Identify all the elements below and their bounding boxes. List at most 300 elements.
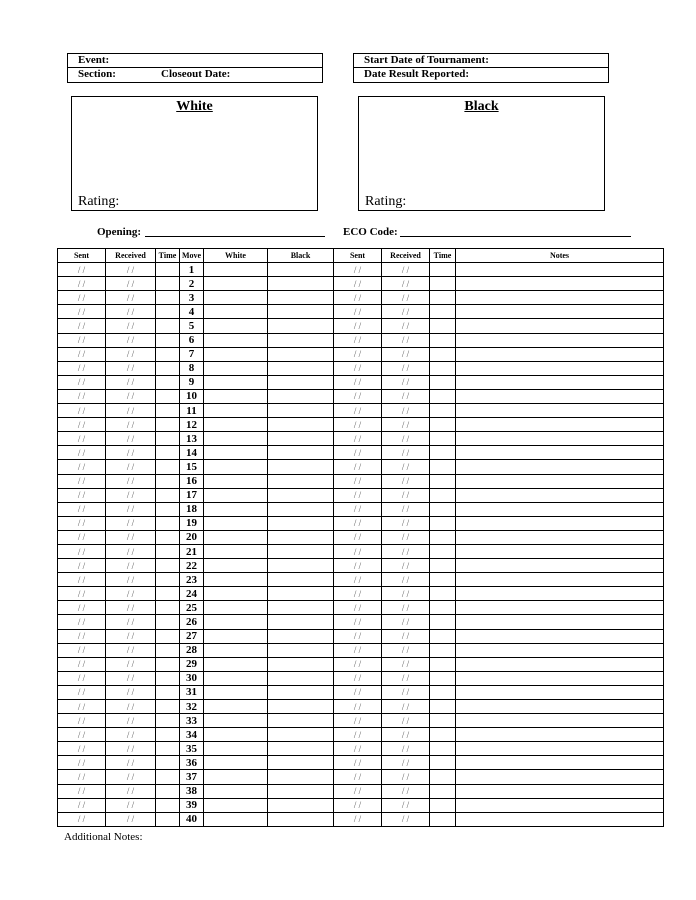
notes-cell[interactable] [456, 770, 664, 784]
received-date-cell[interactable]: / / [382, 657, 430, 671]
time-cell[interactable] [156, 615, 180, 629]
eco-code-line[interactable] [400, 236, 631, 237]
received-date-cell[interactable]: / / [382, 333, 430, 347]
received-date-cell[interactable]: / / [106, 685, 156, 699]
sent-date-cell[interactable]: / / [334, 812, 382, 826]
sent-date-cell[interactable]: / / [334, 263, 382, 277]
white-move-cell[interactable] [204, 629, 268, 643]
received-date-cell[interactable]: / / [106, 770, 156, 784]
received-date-cell[interactable]: / / [106, 460, 156, 474]
black-move-cell[interactable] [268, 516, 334, 530]
sent-date-cell[interactable]: / / [58, 263, 106, 277]
time-cell[interactable] [156, 714, 180, 728]
time-cell[interactable] [156, 347, 180, 361]
received-date-cell[interactable]: / / [382, 812, 430, 826]
received-date-cell[interactable]: / / [382, 404, 430, 418]
sent-date-cell[interactable]: / / [334, 404, 382, 418]
notes-cell[interactable] [456, 361, 664, 375]
received-date-cell[interactable]: / / [106, 742, 156, 756]
sent-date-cell[interactable]: / / [334, 657, 382, 671]
time-cell[interactable] [156, 671, 180, 685]
received-date-cell[interactable]: / / [382, 460, 430, 474]
notes-cell[interactable] [456, 601, 664, 615]
received-date-cell[interactable]: / / [382, 291, 430, 305]
sent-date-cell[interactable]: / / [334, 460, 382, 474]
sent-date-cell[interactable]: / / [58, 305, 106, 319]
sent-date-cell[interactable]: / / [58, 432, 106, 446]
sent-date-cell[interactable]: / / [334, 361, 382, 375]
sent-date-cell[interactable]: / / [334, 573, 382, 587]
received-date-cell[interactable]: / / [382, 728, 430, 742]
sent-date-cell[interactable]: / / [58, 404, 106, 418]
received-date-cell[interactable]: / / [382, 798, 430, 812]
time-cell[interactable] [156, 319, 180, 333]
time-cell[interactable] [156, 277, 180, 291]
sent-date-cell[interactable]: / / [58, 319, 106, 333]
received-date-cell[interactable]: / / [382, 263, 430, 277]
sent-date-cell[interactable]: / / [334, 474, 382, 488]
received-date-cell[interactable]: / / [106, 446, 156, 460]
white-move-cell[interactable] [204, 601, 268, 615]
time-cell[interactable] [430, 742, 456, 756]
black-move-cell[interactable] [268, 446, 334, 460]
white-move-cell[interactable] [204, 418, 268, 432]
sent-date-cell[interactable]: / / [334, 375, 382, 389]
sent-date-cell[interactable]: / / [334, 615, 382, 629]
received-date-cell[interactable]: / / [382, 559, 430, 573]
time-cell[interactable] [430, 446, 456, 460]
white-move-cell[interactable] [204, 474, 268, 488]
time-cell[interactable] [156, 291, 180, 305]
black-move-cell[interactable] [268, 671, 334, 685]
time-cell[interactable] [156, 530, 180, 544]
sent-date-cell[interactable]: / / [58, 671, 106, 685]
received-date-cell[interactable]: / / [382, 432, 430, 446]
sent-date-cell[interactable]: / / [334, 319, 382, 333]
reported-date-row[interactable] [354, 67, 608, 81]
received-date-cell[interactable]: / / [382, 629, 430, 643]
white-move-cell[interactable] [204, 263, 268, 277]
time-cell[interactable] [430, 770, 456, 784]
notes-cell[interactable] [456, 389, 664, 403]
white-move-cell[interactable] [204, 742, 268, 756]
black-move-cell[interactable] [268, 601, 334, 615]
sent-date-cell[interactable]: / / [334, 305, 382, 319]
black-move-cell[interactable] [268, 474, 334, 488]
time-cell[interactable] [156, 404, 180, 418]
notes-cell[interactable] [456, 263, 664, 277]
white-move-cell[interactable] [204, 347, 268, 361]
time-cell[interactable] [156, 474, 180, 488]
white-move-cell[interactable] [204, 333, 268, 347]
received-date-cell[interactable]: / / [106, 530, 156, 544]
black-move-cell[interactable] [268, 770, 334, 784]
sent-date-cell[interactable]: / / [334, 277, 382, 291]
black-move-cell[interactable] [268, 643, 334, 657]
notes-cell[interactable] [456, 347, 664, 361]
white-move-cell[interactable] [204, 700, 268, 714]
time-cell[interactable] [430, 488, 456, 502]
black-move-cell[interactable] [268, 756, 334, 770]
time-cell[interactable] [430, 671, 456, 685]
notes-cell[interactable] [456, 305, 664, 319]
sent-date-cell[interactable]: / / [58, 756, 106, 770]
black-move-cell[interactable] [268, 798, 334, 812]
white-move-cell[interactable] [204, 671, 268, 685]
notes-cell[interactable] [456, 474, 664, 488]
black-move-cell[interactable] [268, 559, 334, 573]
received-date-cell[interactable]: / / [382, 516, 430, 530]
notes-cell[interactable] [456, 502, 664, 516]
received-date-cell[interactable]: / / [382, 347, 430, 361]
black-move-cell[interactable] [268, 263, 334, 277]
white-move-cell[interactable] [204, 798, 268, 812]
white-move-cell[interactable] [204, 446, 268, 460]
sent-date-cell[interactable]: / / [334, 347, 382, 361]
notes-cell[interactable] [456, 784, 664, 798]
time-cell[interactable] [156, 375, 180, 389]
received-date-cell[interactable]: / / [106, 263, 156, 277]
time-cell[interactable] [430, 587, 456, 601]
sent-date-cell[interactable]: / / [58, 629, 106, 643]
time-cell[interactable] [430, 714, 456, 728]
sent-date-cell[interactable]: / / [334, 559, 382, 573]
time-cell[interactable] [156, 488, 180, 502]
sent-date-cell[interactable]: / / [58, 333, 106, 347]
notes-cell[interactable] [456, 700, 664, 714]
sent-date-cell[interactable]: / / [58, 587, 106, 601]
time-cell[interactable] [430, 812, 456, 826]
received-date-cell[interactable]: / / [106, 432, 156, 446]
white-move-cell[interactable] [204, 714, 268, 728]
time-cell[interactable] [430, 798, 456, 812]
black-move-cell[interactable] [268, 615, 334, 629]
received-date-cell[interactable]: / / [106, 728, 156, 742]
sent-date-cell[interactable]: / / [58, 347, 106, 361]
time-cell[interactable] [156, 685, 180, 699]
sent-date-cell[interactable]: / / [334, 714, 382, 728]
sent-date-cell[interactable]: / / [58, 728, 106, 742]
black-move-cell[interactable] [268, 291, 334, 305]
black-move-cell[interactable] [268, 460, 334, 474]
received-date-cell[interactable]: / / [106, 657, 156, 671]
sent-date-cell[interactable]: / / [58, 770, 106, 784]
time-cell[interactable] [430, 629, 456, 643]
time-cell[interactable] [430, 601, 456, 615]
received-date-cell[interactable]: / / [106, 544, 156, 558]
received-date-cell[interactable]: / / [382, 671, 430, 685]
sent-date-cell[interactable]: / / [58, 573, 106, 587]
received-date-cell[interactable]: / / [106, 305, 156, 319]
received-date-cell[interactable]: / / [382, 488, 430, 502]
sent-date-cell[interactable]: / / [334, 291, 382, 305]
time-cell[interactable] [430, 333, 456, 347]
white-move-cell[interactable] [204, 573, 268, 587]
sent-date-cell[interactable]: / / [58, 418, 106, 432]
time-cell[interactable] [156, 770, 180, 784]
time-cell[interactable] [156, 643, 180, 657]
time-cell[interactable] [430, 756, 456, 770]
received-date-cell[interactable]: / / [382, 756, 430, 770]
notes-cell[interactable] [456, 404, 664, 418]
received-date-cell[interactable]: / / [106, 559, 156, 573]
time-cell[interactable] [156, 573, 180, 587]
notes-cell[interactable] [456, 657, 664, 671]
received-date-cell[interactable]: / / [106, 587, 156, 601]
time-cell[interactable] [430, 700, 456, 714]
black-move-cell[interactable] [268, 812, 334, 826]
notes-cell[interactable] [456, 319, 664, 333]
sent-date-cell[interactable]: / / [58, 502, 106, 516]
black-move-cell[interactable] [268, 389, 334, 403]
notes-cell[interactable] [456, 685, 664, 699]
white-move-cell[interactable] [204, 291, 268, 305]
time-cell[interactable] [156, 700, 180, 714]
white-move-cell[interactable] [204, 460, 268, 474]
received-date-cell[interactable]: / / [106, 643, 156, 657]
received-date-cell[interactable]: / / [106, 291, 156, 305]
black-move-cell[interactable] [268, 700, 334, 714]
white-move-cell[interactable] [204, 502, 268, 516]
sent-date-cell[interactable]: / / [58, 685, 106, 699]
time-cell[interactable] [430, 657, 456, 671]
time-cell[interactable] [156, 587, 180, 601]
received-date-cell[interactable]: / / [382, 277, 430, 291]
black-move-cell[interactable] [268, 629, 334, 643]
notes-cell[interactable] [456, 798, 664, 812]
sent-date-cell[interactable]: / / [58, 657, 106, 671]
notes-cell[interactable] [456, 277, 664, 291]
received-date-cell[interactable]: / / [106, 347, 156, 361]
notes-cell[interactable] [456, 432, 664, 446]
white-move-cell[interactable] [204, 530, 268, 544]
received-date-cell[interactable]: / / [382, 502, 430, 516]
received-date-cell[interactable]: / / [106, 784, 156, 798]
time-cell[interactable] [156, 812, 180, 826]
sent-date-cell[interactable]: / / [58, 277, 106, 291]
received-date-cell[interactable]: / / [382, 530, 430, 544]
sent-date-cell[interactable]: / / [334, 784, 382, 798]
notes-cell[interactable] [456, 333, 664, 347]
sent-date-cell[interactable]: / / [58, 742, 106, 756]
time-cell[interactable] [430, 573, 456, 587]
black-player-box[interactable] [358, 96, 605, 211]
time-cell[interactable] [156, 742, 180, 756]
time-cell[interactable] [156, 798, 180, 812]
notes-cell[interactable] [456, 756, 664, 770]
received-date-cell[interactable]: / / [106, 812, 156, 826]
sent-date-cell[interactable]: / / [334, 389, 382, 403]
black-move-cell[interactable] [268, 502, 334, 516]
received-date-cell[interactable]: / / [382, 643, 430, 657]
received-date-cell[interactable]: / / [106, 389, 156, 403]
sent-date-cell[interactable]: / / [58, 544, 106, 558]
black-move-cell[interactable] [268, 488, 334, 502]
sent-date-cell[interactable]: / / [334, 488, 382, 502]
sent-date-cell[interactable]: / / [58, 460, 106, 474]
sent-date-cell[interactable]: / / [58, 812, 106, 826]
white-move-cell[interactable] [204, 587, 268, 601]
time-cell[interactable] [156, 432, 180, 446]
received-date-cell[interactable]: / / [106, 714, 156, 728]
received-date-cell[interactable]: / / [106, 756, 156, 770]
time-cell[interactable] [156, 544, 180, 558]
black-move-cell[interactable] [268, 544, 334, 558]
received-date-cell[interactable]: / / [382, 305, 430, 319]
sent-date-cell[interactable]: / / [58, 615, 106, 629]
sent-date-cell[interactable]: / / [58, 643, 106, 657]
time-cell[interactable] [156, 263, 180, 277]
start-date-row[interactable] [354, 54, 608, 67]
time-cell[interactable] [430, 784, 456, 798]
time-cell[interactable] [430, 544, 456, 558]
time-cell[interactable] [430, 291, 456, 305]
sent-date-cell[interactable]: / / [58, 291, 106, 305]
sent-date-cell[interactable]: / / [58, 700, 106, 714]
received-date-cell[interactable]: / / [106, 502, 156, 516]
time-cell[interactable] [430, 418, 456, 432]
black-move-cell[interactable] [268, 333, 334, 347]
sent-date-cell[interactable]: / / [334, 770, 382, 784]
time-cell[interactable] [156, 728, 180, 742]
sent-date-cell[interactable]: / / [58, 798, 106, 812]
white-move-cell[interactable] [204, 685, 268, 699]
time-cell[interactable] [430, 502, 456, 516]
white-move-cell[interactable] [204, 770, 268, 784]
notes-cell[interactable] [456, 714, 664, 728]
time-cell[interactable] [156, 460, 180, 474]
time-cell[interactable] [156, 657, 180, 671]
white-player-box[interactable] [71, 96, 318, 211]
time-cell[interactable] [430, 404, 456, 418]
received-date-cell[interactable]: / / [382, 601, 430, 615]
notes-cell[interactable] [456, 587, 664, 601]
received-date-cell[interactable]: / / [382, 446, 430, 460]
time-cell[interactable] [156, 305, 180, 319]
sent-date-cell[interactable]: / / [58, 446, 106, 460]
time-cell[interactable] [430, 375, 456, 389]
white-move-cell[interactable] [204, 277, 268, 291]
white-move-cell[interactable] [204, 812, 268, 826]
white-move-cell[interactable] [204, 361, 268, 375]
notes-cell[interactable] [456, 375, 664, 389]
sent-date-cell[interactable]: / / [334, 418, 382, 432]
white-move-cell[interactable] [204, 404, 268, 418]
time-cell[interactable] [430, 432, 456, 446]
time-cell[interactable] [156, 559, 180, 573]
received-date-cell[interactable]: / / [106, 333, 156, 347]
sent-date-cell[interactable]: / / [58, 516, 106, 530]
notes-cell[interactable] [456, 488, 664, 502]
time-cell[interactable] [430, 559, 456, 573]
received-date-cell[interactable]: / / [382, 700, 430, 714]
white-move-cell[interactable] [204, 756, 268, 770]
time-cell[interactable] [430, 474, 456, 488]
received-date-cell[interactable]: / / [106, 488, 156, 502]
sent-date-cell[interactable]: / / [334, 671, 382, 685]
time-cell[interactable] [430, 347, 456, 361]
black-move-cell[interactable] [268, 784, 334, 798]
received-date-cell[interactable]: / / [106, 671, 156, 685]
received-date-cell[interactable]: / / [382, 361, 430, 375]
black-move-cell[interactable] [268, 742, 334, 756]
received-date-cell[interactable]: / / [382, 587, 430, 601]
time-cell[interactable] [430, 277, 456, 291]
received-date-cell[interactable]: / / [382, 474, 430, 488]
received-date-cell[interactable]: / / [106, 277, 156, 291]
sent-date-cell[interactable]: / / [334, 530, 382, 544]
time-cell[interactable] [430, 389, 456, 403]
black-move-cell[interactable] [268, 305, 334, 319]
notes-cell[interactable] [456, 812, 664, 826]
time-cell[interactable] [430, 685, 456, 699]
received-date-cell[interactable]: / / [382, 685, 430, 699]
sent-date-cell[interactable]: / / [58, 714, 106, 728]
black-move-cell[interactable] [268, 587, 334, 601]
white-move-cell[interactable] [204, 559, 268, 573]
time-cell[interactable] [156, 446, 180, 460]
black-move-cell[interactable] [268, 347, 334, 361]
notes-cell[interactable] [456, 671, 664, 685]
time-cell[interactable] [156, 333, 180, 347]
notes-cell[interactable] [456, 728, 664, 742]
sent-date-cell[interactable]: / / [58, 375, 106, 389]
black-move-cell[interactable] [268, 530, 334, 544]
black-move-cell[interactable] [268, 361, 334, 375]
white-move-cell[interactable] [204, 319, 268, 333]
sent-date-cell[interactable]: / / [58, 488, 106, 502]
notes-cell[interactable] [456, 460, 664, 474]
black-move-cell[interactable] [268, 404, 334, 418]
time-cell[interactable] [430, 643, 456, 657]
received-date-cell[interactable]: / / [382, 573, 430, 587]
received-date-cell[interactable]: / / [382, 375, 430, 389]
black-move-cell[interactable] [268, 319, 334, 333]
white-move-cell[interactable] [204, 375, 268, 389]
black-move-cell[interactable] [268, 657, 334, 671]
received-date-cell[interactable]: / / [106, 516, 156, 530]
time-cell[interactable] [156, 601, 180, 615]
time-cell[interactable] [430, 460, 456, 474]
received-date-cell[interactable]: / / [106, 474, 156, 488]
notes-cell[interactable] [456, 418, 664, 432]
white-move-cell[interactable] [204, 643, 268, 657]
sent-date-cell[interactable]: / / [58, 784, 106, 798]
received-date-cell[interactable]: / / [382, 714, 430, 728]
sent-date-cell[interactable]: / / [334, 544, 382, 558]
sent-date-cell[interactable]: / / [334, 333, 382, 347]
sent-date-cell[interactable]: / / [334, 432, 382, 446]
notes-cell[interactable] [456, 446, 664, 460]
notes-cell[interactable] [456, 559, 664, 573]
white-move-cell[interactable] [204, 488, 268, 502]
received-date-cell[interactable]: / / [106, 798, 156, 812]
notes-cell[interactable] [456, 629, 664, 643]
time-cell[interactable] [430, 361, 456, 375]
sent-date-cell[interactable]: / / [334, 742, 382, 756]
event-row[interactable] [68, 54, 322, 67]
black-move-cell[interactable] [268, 375, 334, 389]
white-move-cell[interactable] [204, 784, 268, 798]
white-move-cell[interactable] [204, 389, 268, 403]
sent-date-cell[interactable]: / / [58, 361, 106, 375]
time-cell[interactable] [430, 728, 456, 742]
sent-date-cell[interactable]: / / [58, 389, 106, 403]
white-move-cell[interactable] [204, 615, 268, 629]
received-date-cell[interactable]: / / [382, 319, 430, 333]
sent-date-cell[interactable]: / / [334, 700, 382, 714]
sent-date-cell[interactable]: / / [334, 756, 382, 770]
